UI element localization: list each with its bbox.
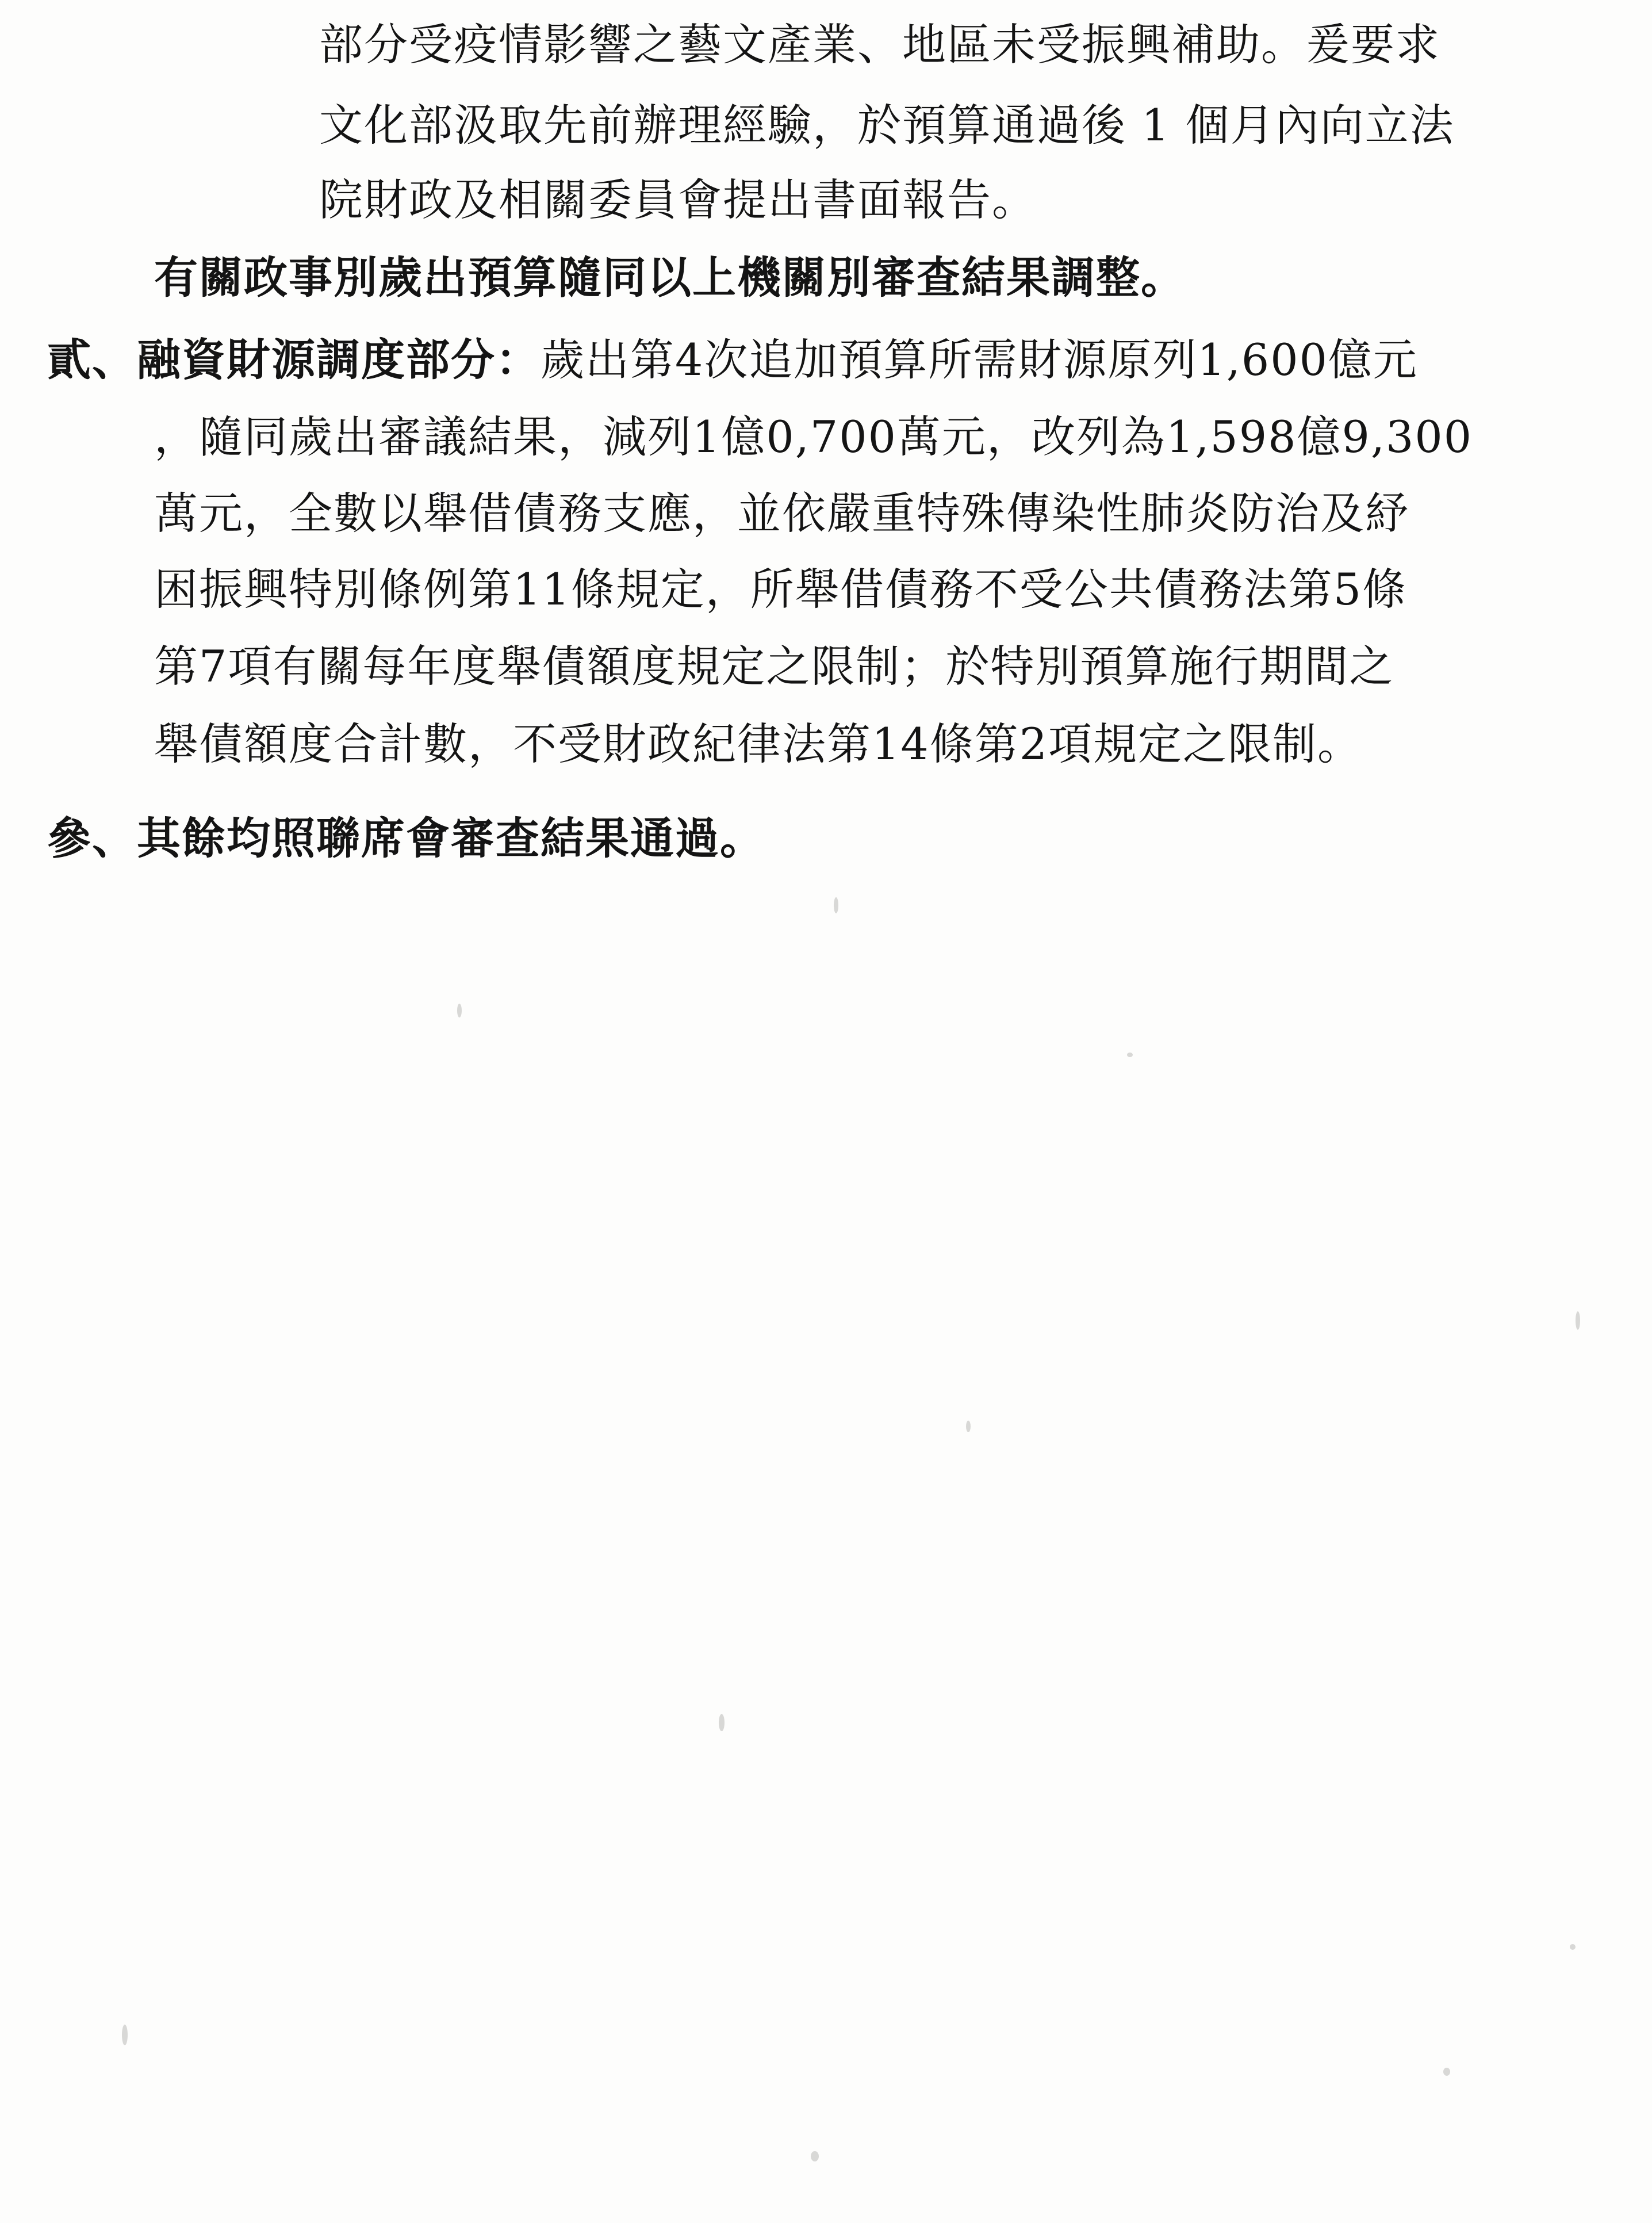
section-2-line-3: 萬元，全數以舉借債務支應，並依嚴重特殊傳染性肺炎防治及紓 — [154, 488, 1410, 539]
section-2-line-1-rest: 歲出第4次追加預算所需財源原列1,600億元 — [541, 334, 1418, 385]
paragraph-1-line-2: 文化部汲取先前辦理經驗，於預算通過後 1 個月內向立法 — [319, 100, 1455, 151]
section-2-line-2: ，隨同歲出審議結果，減列1億0,700萬元，改列為1,598億9,300 — [154, 411, 1473, 462]
section-3-marker: 參、 — [47, 813, 137, 864]
scan-speck — [966, 1421, 971, 1432]
scan-speck — [719, 1714, 725, 1731]
section-2-line-1 — [47, 331, 1418, 389]
paragraph-1-line-3: 院財政及相關委員會提出書面報告。 — [319, 174, 1037, 225]
scan-speck — [122, 2025, 128, 2045]
section-2-line-6: 舉債額度合計數，不受財政紀律法第14條第2項規定之限制。 — [154, 718, 1363, 770]
scan-speck — [1576, 1311, 1580, 1330]
section-2-marker: 貳、 — [47, 334, 137, 385]
scan-speck — [1127, 1053, 1133, 1057]
section-3-text: 其餘均照聯席會審查結果通過。 — [137, 813, 765, 864]
paragraph-1-line-1: 部分受疫情影響之藝文產業、地區未受振興補助。爰要求 — [319, 19, 1440, 70]
summary-line: 有關政事別歲出預算隨同以上機關別審查結果調整。 — [154, 252, 1186, 303]
scan-speck — [1570, 1944, 1576, 1950]
section-2-heading: 融資財源調度部分： — [137, 334, 541, 385]
scan-speck — [811, 2151, 819, 2161]
scan-speck — [834, 897, 838, 913]
scan-speck — [1443, 2068, 1450, 2076]
scan-speck — [457, 1004, 462, 1017]
section-3-line — [47, 810, 765, 867]
section-2-line-4: 困振興特別條例第11條規定，所舉借債務不受公共債務法第5條 — [154, 564, 1408, 615]
section-2-line-5: 第7項有關每年度舉債額度規定之限制；於特別預算施行期間之 — [154, 641, 1394, 692]
